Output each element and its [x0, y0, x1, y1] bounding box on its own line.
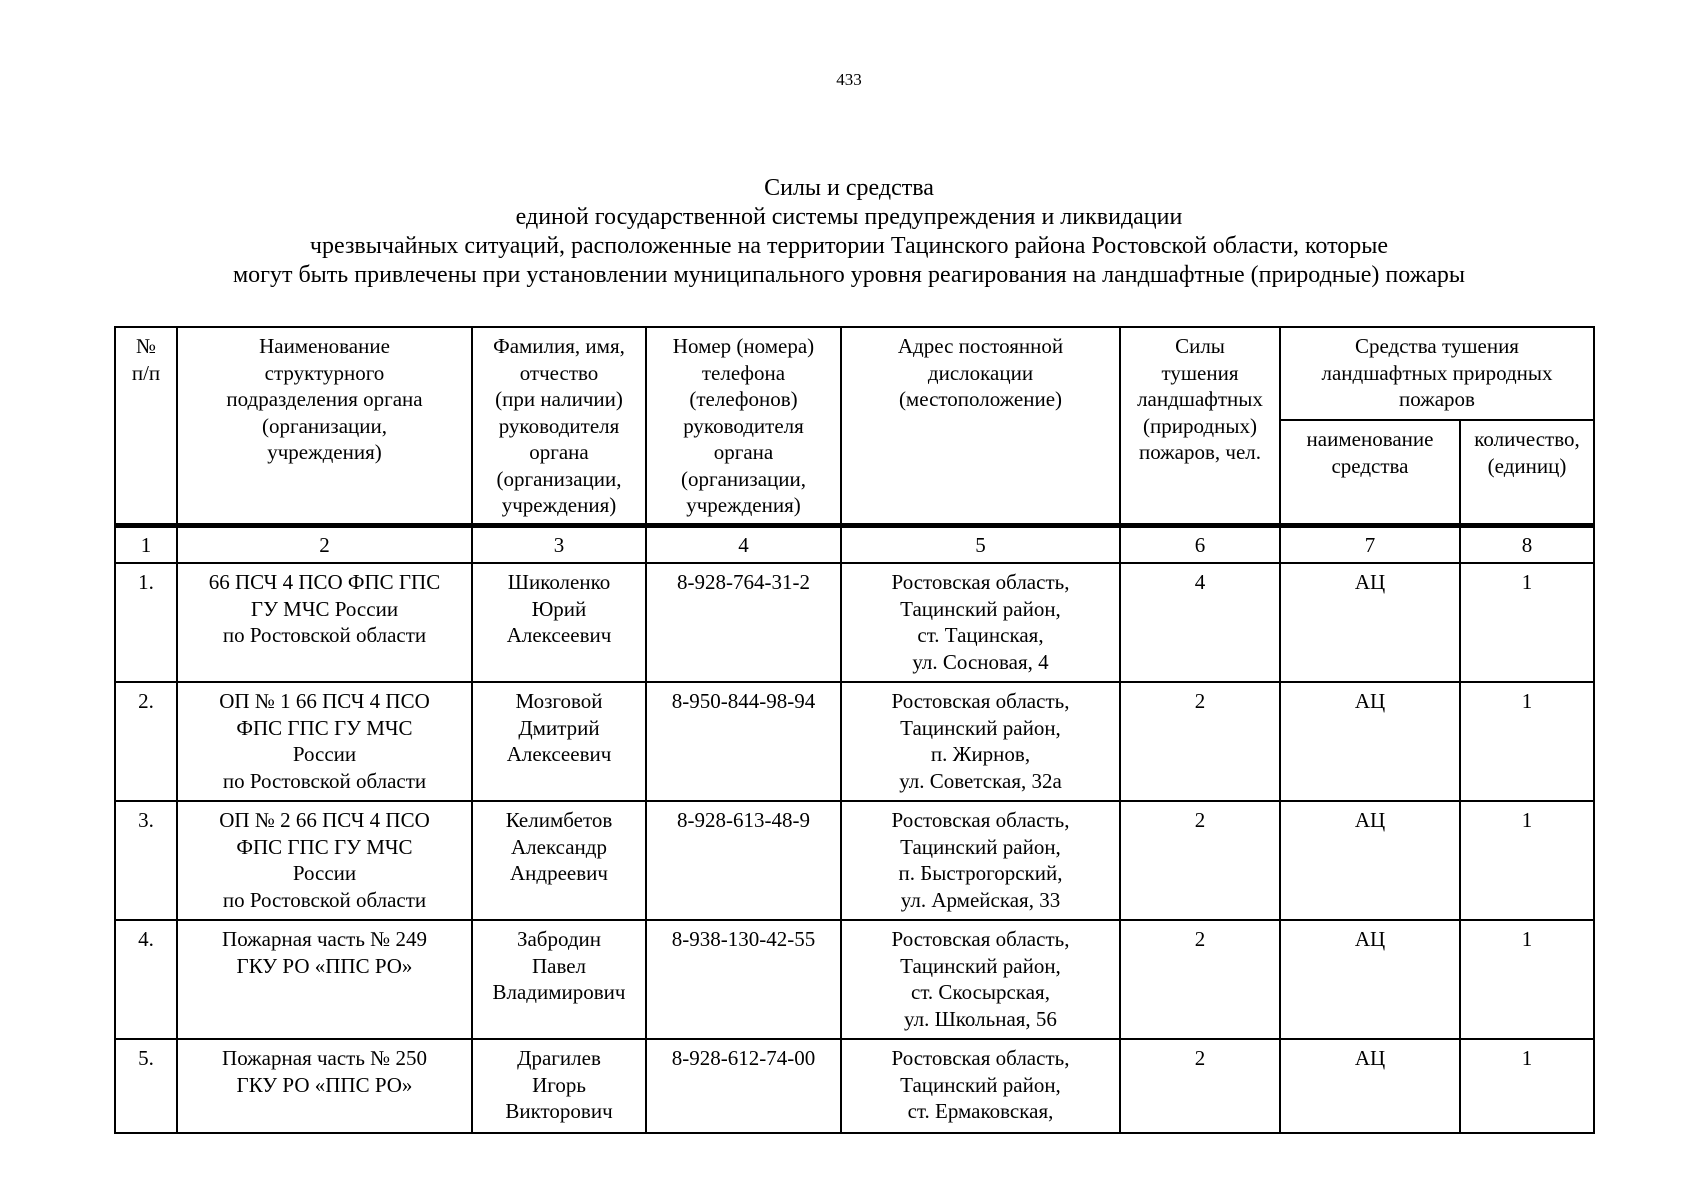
text-line: п/п	[131, 360, 161, 385]
forces-cell: 4	[1120, 563, 1280, 682]
address-cell	[841, 682, 1120, 801]
text-line: органа	[529, 440, 589, 464]
text-line: Наименование	[259, 334, 390, 358]
text-line: (телефонов)	[689, 387, 798, 411]
text-line: ул. Советская, 32а	[899, 768, 1062, 793]
text-line: ст. Тацинская,	[917, 623, 1044, 647]
means-count-cell: 1	[1460, 920, 1594, 1039]
head-name-cell	[472, 1039, 646, 1133]
means-name-cell: АЦ	[1280, 920, 1460, 1039]
title-line: могут быть привлечены при установлении муниципального уровня реагирования на ландшафтные (природные) пожары	[232, 262, 1466, 288]
text-line: Ростовская область,	[891, 570, 1070, 594]
text-line: по Ростовской области	[222, 623, 427, 647]
text-line: (природных)	[1143, 413, 1257, 438]
organization-cell	[177, 801, 472, 920]
head-name-cell	[472, 563, 646, 682]
column-number: 1	[115, 525, 177, 563]
text-line: Средства тушения	[1355, 334, 1519, 358]
text-line: дислокации	[927, 360, 1034, 385]
text-line: ландшафтных природных	[1321, 360, 1553, 385]
phone-cell: 8-938-130-42-55	[646, 920, 841, 1039]
phone-cell: 8-928-613-48-9	[646, 801, 841, 920]
means-count-cell: 1	[1460, 563, 1594, 682]
column-number: 6	[1120, 525, 1280, 563]
text-line: ФПС ГПС ГУ МЧС	[236, 715, 413, 740]
text-line: Тацинский район,	[900, 715, 1061, 740]
forces-cell: 2	[1120, 1039, 1280, 1133]
header-number	[115, 327, 177, 525]
text-line: Пожарная часть № 249	[222, 927, 427, 951]
text-line: учреждения)	[267, 440, 382, 464]
phone-cell: 8-928-764-31-2	[646, 563, 841, 682]
text-line: ГКУ РО «ППС РО»	[236, 1072, 413, 1097]
head-name-cell	[472, 920, 646, 1039]
text-line: пожаров, чел.	[1138, 440, 1262, 464]
row-number-cell: 1.	[115, 563, 177, 682]
table-row	[115, 563, 1594, 682]
text-line: (при наличии)	[495, 387, 623, 411]
text-line: наименование	[1306, 427, 1434, 452]
text-line: ландшафтных	[1137, 387, 1263, 411]
text-line: органа	[713, 440, 774, 464]
column-number-row	[115, 525, 1594, 563]
text-line: Фамилия, имя,	[493, 334, 625, 358]
means-count-cell: 1	[1460, 1039, 1594, 1133]
column-number: 5	[841, 525, 1120, 563]
title-line: чрезвычайных ситуаций, расположенные на территории Тацинского района Ростовской области, которые	[309, 233, 1389, 259]
organization-cell	[177, 1039, 472, 1133]
text-line: средства	[1331, 453, 1409, 478]
text-line: учреждения)	[686, 493, 801, 517]
text-line: Игорь	[532, 1072, 586, 1097]
text-line: Тацинский район,	[900, 953, 1061, 978]
text-line: Алексеевич	[506, 623, 612, 647]
phone-cell: 8-950-844-98-94	[646, 682, 841, 801]
row-number-cell: 2.	[115, 682, 177, 801]
text-line: Силы	[1175, 334, 1225, 358]
text-line: ГУ МЧС России	[250, 596, 399, 621]
address-cell	[841, 1039, 1120, 1133]
table-row	[115, 801, 1594, 920]
text-line: Ростовская область,	[891, 927, 1070, 951]
header-means-count	[1460, 420, 1594, 525]
table-row	[115, 682, 1594, 801]
text-line: Тацинский район,	[900, 834, 1061, 859]
forces-cell: 2	[1120, 682, 1280, 801]
text-line: России	[292, 742, 357, 766]
text-line: Ростовская область,	[891, 689, 1070, 713]
text-line: ул. Сосновая, 4	[912, 649, 1049, 674]
text-line: п. Быстрогорский,	[898, 861, 1063, 885]
means-count-cell: 1	[1460, 682, 1594, 801]
header-phone	[646, 327, 841, 525]
text-line: телефона	[701, 360, 786, 385]
means-name-cell: АЦ	[1280, 801, 1460, 920]
page-number: 433	[836, 70, 862, 89]
text-line: Ростовская область,	[891, 808, 1070, 832]
forces-cell: 2	[1120, 801, 1280, 920]
text-line: Александр	[511, 834, 607, 859]
column-number: 7	[1280, 525, 1460, 563]
text-line: ОП № 1 66 ПСЧ 4 ПСО	[219, 689, 430, 713]
text-line: №	[135, 334, 157, 358]
text-line: структурного	[264, 360, 385, 385]
text-line: ФПС ГПС ГУ МЧС	[236, 834, 413, 859]
means-name-cell: АЦ	[1280, 1039, 1460, 1133]
text-line: Келимбетов	[505, 808, 613, 832]
header-means-group	[1280, 327, 1594, 420]
text-line: Юрий	[531, 596, 587, 621]
text-line: Алексеевич	[506, 742, 612, 766]
table-row	[115, 920, 1594, 1039]
text-line: тушения	[1161, 360, 1239, 385]
text-line: Мозговой	[515, 689, 603, 713]
table-row	[115, 1039, 1594, 1133]
table-header-row	[115, 327, 1594, 420]
header-address	[841, 327, 1120, 525]
means-name-cell: АЦ	[1280, 563, 1460, 682]
text-line: России	[292, 861, 357, 885]
text-line: (организации,	[496, 466, 622, 491]
text-line: руководителя	[498, 413, 620, 438]
means-name-cell: АЦ	[1280, 682, 1460, 801]
text-line: ОП № 2 66 ПСЧ 4 ПСО	[219, 808, 430, 832]
text-line: ул. Школьная, 56	[904, 1006, 1057, 1031]
phone-cell: 8-928-612-74-00	[646, 1039, 841, 1133]
text-line: Адрес постоянной	[897, 334, 1064, 358]
row-number-cell: 5.	[115, 1039, 177, 1133]
text-line: Шиколенко	[507, 570, 611, 594]
title-line: единой государственной системы предупреждения и ликвидации	[515, 204, 1183, 230]
text-line: подразделения органа	[226, 387, 423, 411]
text-line: 66 ПСЧ 4 ПСО ФПС ГПС	[208, 570, 441, 594]
text-line: руководителя	[683, 413, 804, 438]
text-line: Владимирович	[492, 980, 626, 1004]
text-line: Викторович	[505, 1099, 613, 1123]
text-line: (организации,	[681, 466, 806, 491]
text-line: количество,	[1474, 427, 1580, 452]
column-number: 4	[646, 525, 841, 563]
organization-cell	[177, 563, 472, 682]
organization-cell	[177, 682, 472, 801]
text-line: ст. Ермаковская,	[907, 1099, 1054, 1123]
text-line: ул. Армейская, 33	[900, 887, 1061, 912]
text-line: учреждения)	[501, 493, 617, 517]
column-number: 3	[472, 525, 646, 563]
text-line: (организации,	[262, 413, 387, 438]
document-title	[0, 174, 1698, 290]
head-name-cell	[472, 801, 646, 920]
header-forces	[1120, 327, 1280, 525]
head-name-cell	[472, 682, 646, 801]
forces-table	[114, 326, 1595, 1134]
text-line: ст. Скосырская,	[911, 980, 1050, 1004]
text-line: Дмитрий	[518, 715, 600, 740]
text-line: (местоположение)	[898, 387, 1063, 411]
text-line: отчество	[519, 360, 599, 385]
text-line: Драгилев	[517, 1046, 601, 1070]
address-cell	[841, 801, 1120, 920]
forces-cell: 2	[1120, 920, 1280, 1039]
text-line: по Ростовской области	[222, 887, 427, 912]
means-count-cell: 1	[1460, 801, 1594, 920]
text-line: п. Жирнов,	[930, 742, 1031, 766]
row-number-cell: 4.	[115, 920, 177, 1039]
header-head-name	[472, 327, 646, 525]
text-line: Тацинский район,	[900, 1072, 1061, 1097]
text-line: (единиц)	[1487, 453, 1567, 478]
address-cell	[841, 920, 1120, 1039]
organization-cell	[177, 920, 472, 1039]
text-line: пожаров	[1399, 387, 1475, 411]
text-line: Забродин	[516, 927, 602, 951]
text-line: Пожарная часть № 250	[222, 1046, 427, 1070]
address-cell	[841, 563, 1120, 682]
column-number: 8	[1460, 525, 1594, 563]
text-line: Андреевич	[510, 861, 608, 885]
text-line: Номер (номера)	[672, 334, 815, 358]
text-line: по Ростовской области	[222, 768, 427, 793]
text-line: Тацинский район,	[900, 596, 1061, 621]
text-line: Павел	[531, 953, 587, 978]
header-means-name	[1280, 420, 1460, 525]
title-line: Силы и средства	[764, 175, 934, 201]
row-number-cell: 3.	[115, 801, 177, 920]
text-line: Ростовская область,	[891, 1046, 1070, 1070]
text-line: ГКУ РО «ППС РО»	[236, 953, 413, 978]
column-number: 2	[177, 525, 472, 563]
header-organization	[177, 327, 472, 525]
